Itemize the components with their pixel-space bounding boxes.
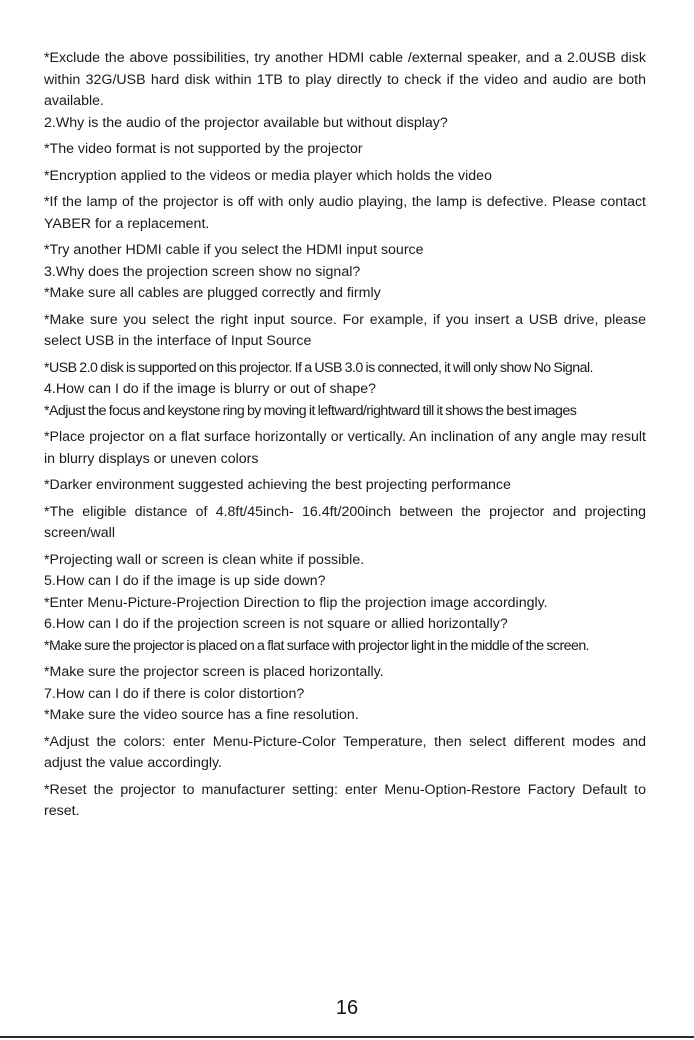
faq-answer-item: *Make sure the projector screen is placed horizontally.	[44, 664, 384, 680]
faq-answer-item: *Place projector on a flat surface horizontally or vertically. An inclination of any angle may result in blurry displays or uneven colors	[44, 429, 646, 467]
faq-section-6	[44, 614, 646, 684]
faq-answer-item: *Adjust the focus and keystone ring by moving it leftward/rightward till it shows the best images	[44, 402, 577, 419]
faq-answer-item: *The video format is not supported by the projector	[44, 141, 363, 157]
faq-answer-item: *Make sure you select the right input source. For example, if you insert a USB drive, please select USB in the interface of Input Source	[44, 311, 646, 349]
faq-answer-item: *USB 2.0 disk is supported on this projector. If a USB 3.0 is connected, it will only show No Signal.	[44, 359, 593, 376]
faq-answer-item: *Encryption applied to the videos or media player which holds the video	[44, 167, 492, 184]
faq-answer-item: *Reset the projector to manufacturer setting: enter Menu-Option-Restore Factory Default to reset.	[44, 781, 646, 819]
faq-answer-item: *Make sure all cables are plugged correctly and firmly	[44, 285, 381, 301]
page-number: 16	[335, 997, 359, 1019]
faq-section-2	[44, 113, 646, 262]
faq-section-5	[44, 571, 646, 614]
bottom-divider	[0, 1036, 694, 1038]
manual-page	[44, 48, 646, 823]
faq-section-7	[44, 684, 646, 823]
faq-section-3	[44, 262, 646, 380]
faq-answer-item: *Adjust the colors: enter Menu-Picture-Color Temperature, then select different modes and adjust the value accordingly.	[44, 733, 646, 771]
faq-question: 5.How can I do if the image is up side down?	[44, 573, 326, 589]
faq-answer-item: *Projecting wall or screen is clean white if possible.	[44, 551, 365, 568]
faq-answer-item: *Make sure the projector is placed on a flat surface with projector light in the middle of the screen.	[44, 637, 590, 654]
intro-paragraph: *Exclude the above possibilities, try another HDMI cable /external speaker, and a 2.0USB disk within 32G/USB hard disk within 1TB to play directly to check if the video and audio are both available.	[44, 50, 646, 109]
faq-answer-item: *Darker environment suggested achieving the best projecting performance	[44, 477, 511, 493]
faq-question: 6.How can I do if the projection screen is not square or allied horizontally?	[44, 616, 508, 632]
faq-question: 4.How can I do if the image is blurry or out of shape?	[44, 381, 377, 397]
faq-answer-item: *Try another HDMI cable if you select the HDMI input source	[44, 242, 424, 258]
faq-question: 7.How can I do if there is color distortion?	[44, 685, 305, 702]
faq-answer-item: *The eligible distance of 4.8ft/45inch- 16.4ft/200inch between the projector and projecting screen/wall	[44, 503, 646, 541]
faq-question: 3.Why does the projection screen show no signal?	[44, 263, 361, 280]
faq-answer-item: *Enter Menu-Picture-Projection Direction to flip the projection image accordingly.	[44, 594, 548, 611]
faq-answer-item: *If the lamp of the projector is off with only audio playing, the lamp is defective. Please contact YABER for a replacement.	[44, 194, 646, 232]
faq-section-4	[44, 379, 646, 571]
faq-answer-item: *Make sure the video source has a fine resolution.	[44, 707, 359, 723]
faq-question: 2.Why is the audio of the projector available but without display?	[44, 114, 448, 131]
